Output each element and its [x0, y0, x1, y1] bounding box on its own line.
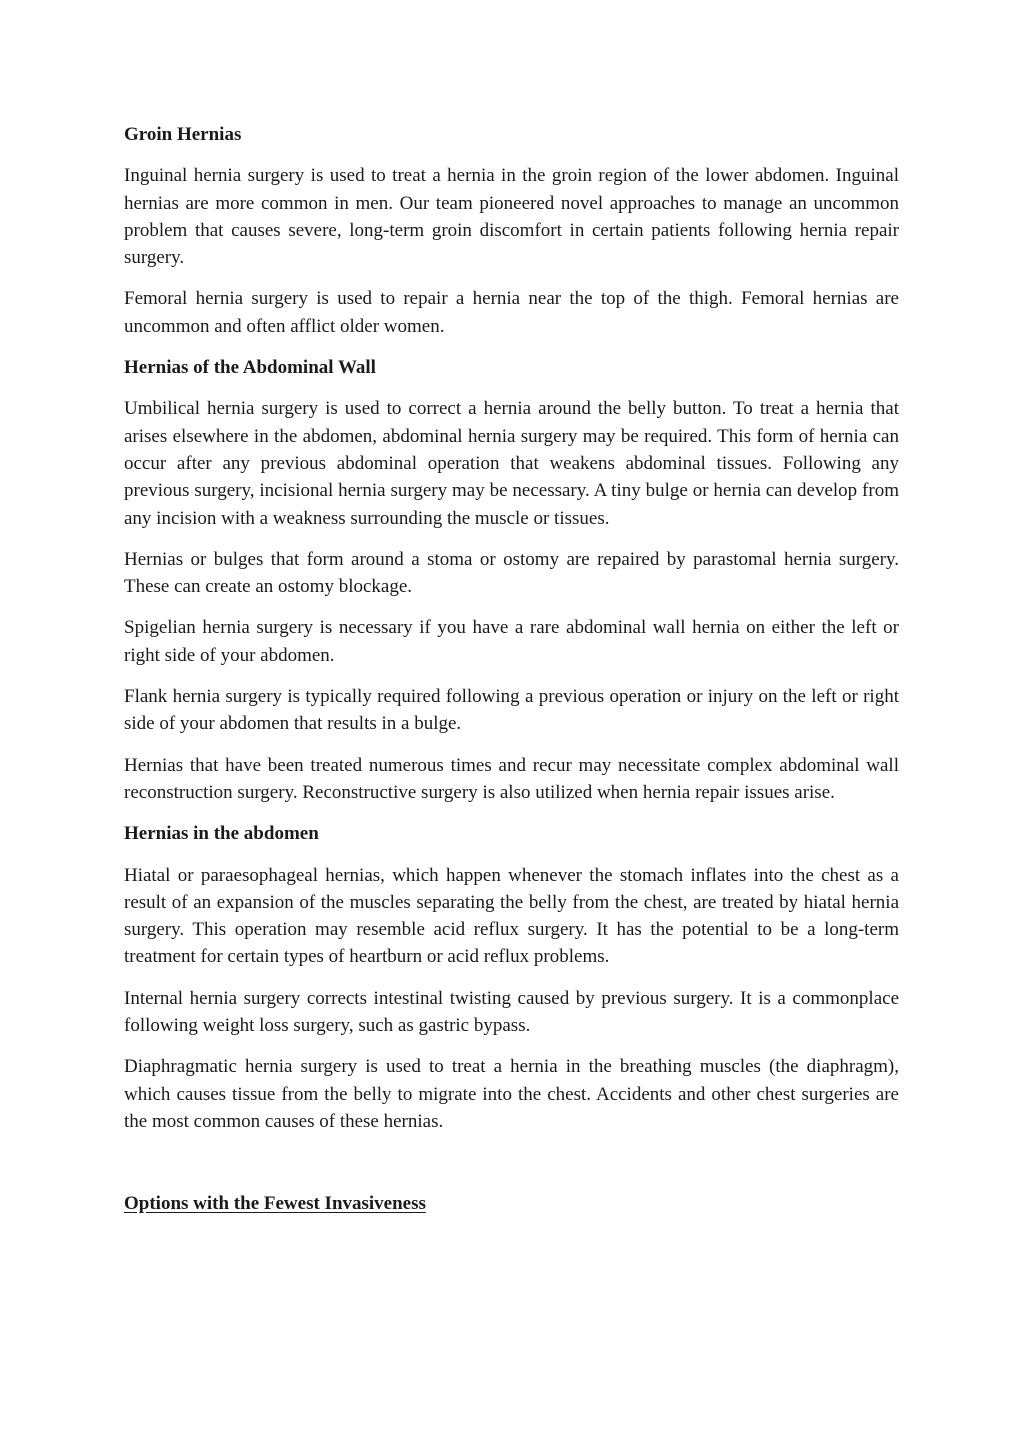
paragraph: Femoral hernia surgery is used to repair a hernia near the top of the thigh. Femoral hernias are uncommon and often afflict older women. [124, 288, 899, 337]
paragraph: Hernias that have been treated numerous times and recur may necessitate complex abdominal wall reconstruction surgery. Reconstructive surgery is also utilized when hernia repair issues arise. [124, 754, 899, 803]
section-abdominal-wall [124, 354, 899, 806]
paragraph: Diaphragmatic hernia surgery is used to treat a hernia in the breathing muscles (the diaphragm), which causes tissue from the belly to migrate into the chest. Accidents and other chest surgeries are the most common causes of these hernias. [124, 1056, 899, 1132]
paragraph: Inguinal hernia surgery is used to treat a hernia in the groin region of the lower abdomen. Inguinal hernias are more common in men. Our team pioneered novel approaches to manage an uncommon problem that causes severe, long-term groin discomfort in certain patients following hernia repair surgery. [124, 165, 899, 269]
section-groin-hernias [124, 121, 899, 340]
final-heading: Options with the Fewest Invasiveness [124, 1193, 426, 1215]
paragraph: Spigelian hernia surgery is necessary if you have a rare abdominal wall hernia on either the left or right side of your abdomen. [124, 617, 899, 666]
section-heading: Groin Hernias [124, 124, 242, 145]
section-heading: Hernias of the Abdominal Wall [124, 357, 376, 379]
document-page [124, 121, 899, 1232]
paragraph: Flank hernia surgery is typically required following a previous operation or injury on the left or right side of your abdomen that results in a bulge. [124, 686, 899, 735]
section-hernias-in-abdomen [124, 820, 899, 1135]
paragraph: Hiatal or paraesophageal hernias, which happen whenever the stomach inflates into the chest as a result of an expansion of the muscles separating the belly from the chest, are treated by hiatal hernia surgery. This operation may resemble acid reflux surgery. It has the potential to be a long-term treatment for certain types of heartburn or acid reflux problems. [124, 864, 899, 968]
blank-line [124, 1149, 899, 1190]
paragraph: Umbilical hernia surgery is used to correct a hernia around the belly button. To treat a hernia that arises elsewhere in the abdomen, abdominal hernia surgery may be required. This form of hernia can occur after any previous abdominal operation that weakens abdominal tissues. Following any previous surgery, incisional hernia surgery may be necessary. A tiny bulge or hernia can develop from any incision with a weakness surrounding the muscle or tissues. [124, 398, 899, 529]
section-heading: Hernias in the abdomen [124, 823, 319, 845]
paragraph: Internal hernia surgery corrects intestinal twisting caused by previous surgery. It is a commonplace following weight loss surgery, such as gastric bypass. [124, 987, 899, 1037]
paragraph: Hernias or bulges that form around a stoma or ostomy are repaired by parastomal hernia surgery. These can create an ostomy blockage. [124, 548, 899, 598]
